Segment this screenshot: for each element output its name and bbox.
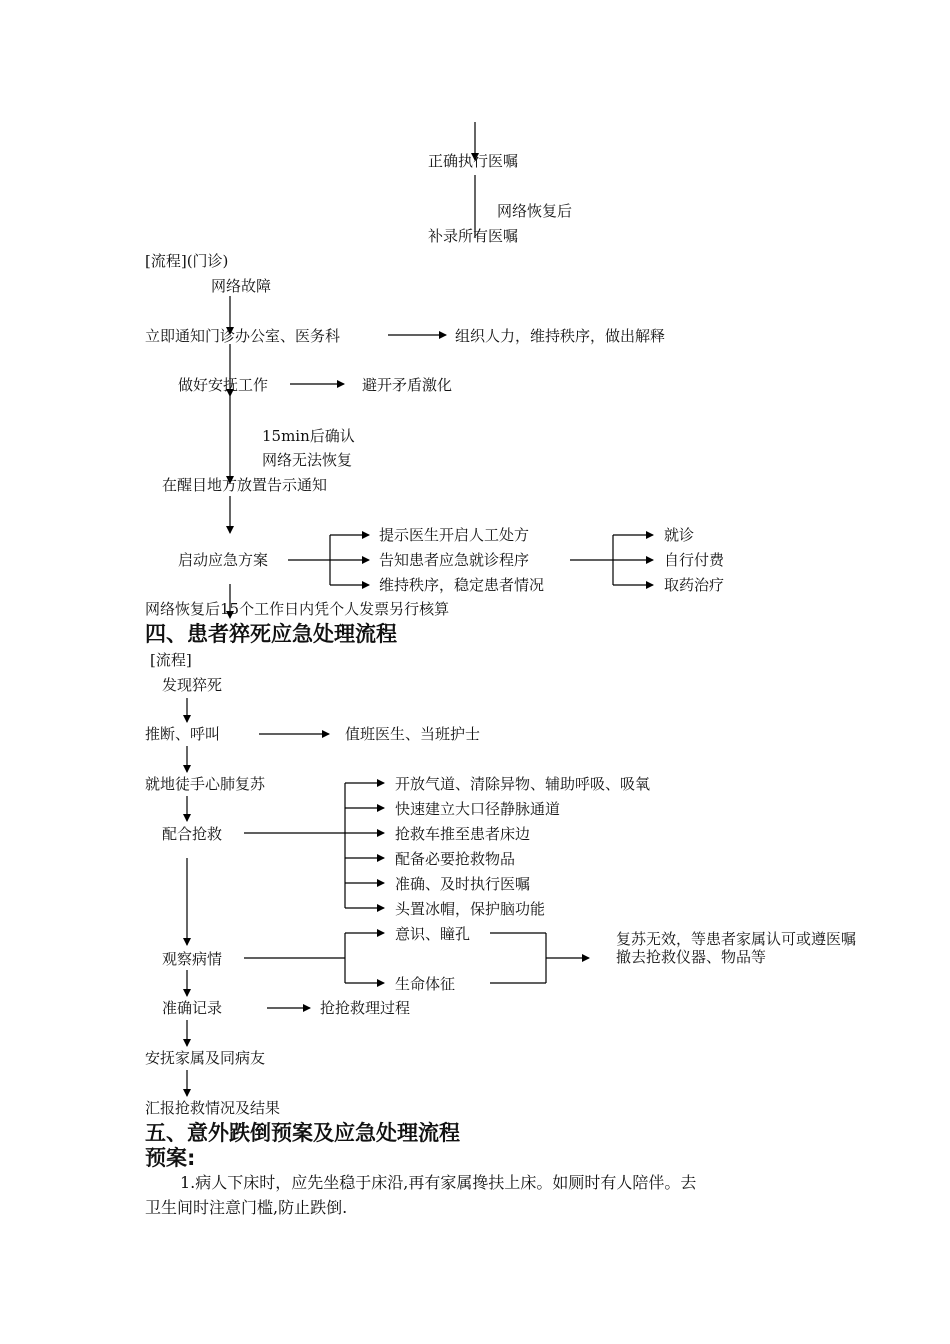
backfill-orders-step: 补录所有医嘱 bbox=[428, 227, 519, 245]
rescue-item: 配备必要抢救物品 bbox=[395, 850, 516, 868]
organize-staff-step: 组织人力，维持秩序，做出解释 bbox=[455, 327, 666, 345]
report-step: 汇报抢救情况及结果 bbox=[145, 1099, 281, 1117]
resuscitation-failed-step: 复苏无效，等患者家属认可或遵医嘱撤去抢救仪器、物品等 bbox=[616, 930, 857, 966]
plan-item: 维持秩序，稳定患者情况 bbox=[379, 576, 545, 594]
patient-step: 就诊 bbox=[664, 526, 695, 544]
duty-staff-step: 值班医生、当班护士 bbox=[345, 725, 481, 743]
plan-item: 告知患者应急就诊程序 bbox=[379, 551, 530, 569]
section4-flow-label: [流程] bbox=[150, 651, 192, 669]
network-failure-step: 网络故障 bbox=[211, 277, 272, 295]
comfort-family-step: 安抚家属及同病友 bbox=[145, 1049, 266, 1067]
place-notice-step: 在醒目地方放置告示通知 bbox=[162, 476, 328, 494]
start-plan-step: 启动应急方案 bbox=[178, 551, 269, 569]
plan-paragraph-line1: 1.病人下床时，应先坐稳于床沿,再有家属搀扶上床。如厕时有人陪伴。去 bbox=[180, 1173, 697, 1192]
rescue-item: 头置冰帽，保护脑功能 bbox=[395, 900, 546, 918]
execute-orders-step: 正确执行医嘱 bbox=[428, 152, 519, 170]
section5-title: 五、意外跌倒预案及应急处理流程 bbox=[145, 1121, 460, 1145]
record-process-step: 抢抢救理过程 bbox=[320, 999, 411, 1017]
comfort-work-step: 做好安抚工作 bbox=[178, 376, 269, 394]
final-note: 网络恢复后15个工作日内凭个人发票另行核算 bbox=[145, 600, 450, 618]
cooperate-step: 配合抢救 bbox=[162, 825, 223, 843]
plan-label: 预案: bbox=[145, 1146, 196, 1170]
outpatient-flow-label: [流程](门诊) bbox=[145, 252, 229, 270]
judge-call-step: 推断、呼叫 bbox=[145, 725, 221, 743]
consciousness-step: 意识、瞳孔 bbox=[395, 925, 471, 943]
rescue-item: 开放气道、清除异物、辅助呼吸、吸氧 bbox=[395, 775, 651, 793]
rescue-item: 准确、及时执行医嘱 bbox=[395, 875, 531, 893]
notify-office-step: 立即通知门诊办公室、医务科 bbox=[145, 327, 341, 345]
network-restored-label: 网络恢复后 bbox=[497, 202, 573, 220]
record-step: 准确记录 bbox=[162, 999, 223, 1017]
discover-step: 发现猝死 bbox=[162, 676, 223, 694]
vital-signs-step: 生命体征 bbox=[395, 975, 456, 993]
section4-title: 四、患者猝死应急处理流程 bbox=[145, 622, 397, 646]
cannot-restore-label: 网络无法恢复 bbox=[262, 451, 353, 469]
observe-step: 观察病情 bbox=[162, 950, 223, 968]
rescue-item: 快速建立大口径静脉通道 bbox=[395, 800, 561, 818]
patient-step: 自行付费 bbox=[664, 551, 725, 569]
plan-item: 提示医生开启人工处方 bbox=[379, 526, 530, 544]
avoid-conflict-step: 避开矛盾激化 bbox=[362, 376, 453, 394]
cpr-step: 就地徒手心肺复苏 bbox=[145, 775, 266, 793]
patient-step: 取药治疗 bbox=[664, 576, 725, 594]
rescue-item: 抢救车推至患者床边 bbox=[395, 825, 531, 843]
plan-paragraph-line2: 卫生间时注意门槛,防止跌倒. bbox=[145, 1198, 348, 1217]
confirm-15min-label: 15min后确认 bbox=[262, 427, 355, 445]
